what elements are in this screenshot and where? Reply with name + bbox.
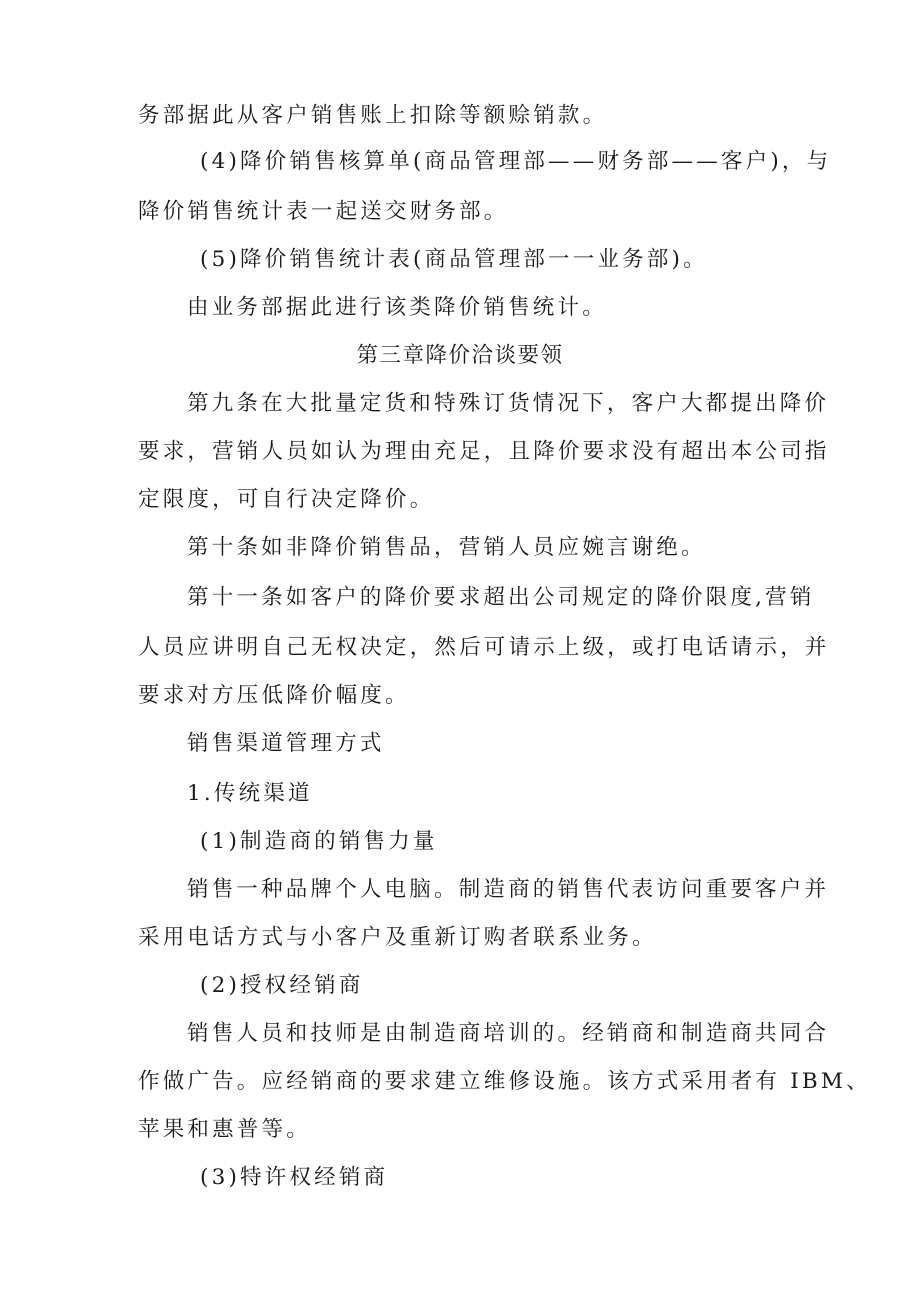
body-text-line: 第十条如非降价销售品，营销人员应婉言谢绝。 [187,535,706,560]
body-text-line: 务部据此从客户销售账上扣除等额赊销款。 [138,103,608,128]
body-text-line: 苹果和惠普等。 [138,1117,311,1142]
list-item-heading: (2)授权经销商 [200,973,364,998]
section-heading: 销售渠道管理方式 [187,731,385,756]
body-text-line: 采用电话方式与小客户及重新订购者联系业务。 [138,925,657,950]
body-text-line: 降价销售统计表一起送交财务部。 [138,199,509,224]
list-item-heading: (3)特许权经销商 [200,1165,389,1190]
body-text-line: (4)降价销售核算单(商品管理部——财务部——客户)，与 [200,149,832,174]
body-text-line: 要求，营销人员如认为理由充足，且降价要求没有超出本公司指 [138,439,830,464]
body-text-line: 第十一条如客户的降价要求超出公司规定的降价限度,营销 [187,585,815,610]
body-text-line: 由业务部据此进行该类降价销售统计。 [187,295,607,320]
subsection-heading: 1.传统渠道 [187,781,313,806]
list-item-heading: (1)制造商的销售力量 [200,829,438,854]
body-text-line: 销售人员和技师是由制造商培训的。经销商和制造商共同合 [187,1021,830,1046]
body-text-line: 人员应讲明自己无权决定，然后可请示上级，或打电话请示，并 [138,635,830,660]
chapter-heading: 第三章降价洽谈要领 [356,343,564,368]
list-item-heading: (5)降价销售统计表(商品管理部一一业务部)。 [200,247,708,272]
body-text-line: 第九条在大批量定货和特殊订货情况下，客户大都提出降价 [187,391,830,416]
body-text-line: 要求对方压低降价幅度。 [138,683,410,708]
body-text-line: 销售一种品牌个人电脑。制造商的销售代表访问重要客户并 [187,877,830,902]
body-text-line: 定限度，可自行决定降价。 [138,487,435,512]
body-text-line: 作做广告。应经销商的要求建立维修设施。该方式采用者有 IBM、 [138,1069,871,1094]
